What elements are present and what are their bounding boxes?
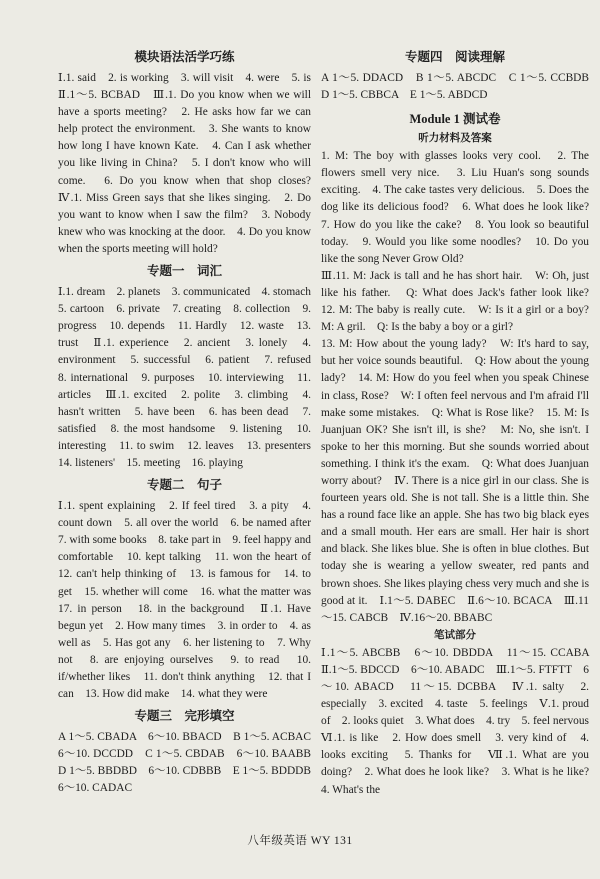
right-column — [321, 48, 600, 799]
listening-subtitle: 听力材料及答案 — [418, 132, 492, 145]
written-answers: Ⅰ.1～5. ABCBB 6～10. DBDDA 11～15. CCABA Ⅱ.1～5. BDCCD 6～10. ABADC Ⅲ.1～5. FTFTT 6～10. ABACD 11～15. DCBBA Ⅳ.1. salty 2. especially 3. excited 4. taste 5. feelings Ⅴ.1. proud of 2. looks quiet 3. What does 4. try 5. feel nervous Ⅵ.1. is like 2. How does smell 3. very kind of 4. looks exciting 5. Thanks for Ⅶ.1. What are you doing? 2. What does he look like? 3. What is he like? 4. What's the — [321, 646, 600, 796]
page-footer: 八年级英语 WY 131 — [247, 835, 353, 847]
listening-part-3: 13. M: How about the young lady? W: It's hard to say, but her voice sounds beautiful. Q: How about the young lady? 14. M: How do you feel when you speak Chinese in class, Rose? W: I often feel nervous and I'm afraid I'll make some mistakes. Q: What is Rose like? 15. M: Is Juanjuan OK? She isn't ill, is she? M: No, she isn't. I spoke to her this morning. But she sounds worried about something. I think it's the exam. Q: What does Juanjuan worry about? Ⅳ. There is a nice girl in our class. She is fourteen years old. She is not tall. She is a little thin. She has a round face like an apple. She has two big black eyes and a small mouth. Her ears are small. Her hair is short and black. She likes blue. She is often in blue clothes. But today she is wearing a yellow sweater, red pants and brown shoes. She likes playing chess very much and she is good at it. Ⅰ.1～5. DABEC Ⅱ.6～10. BCACA Ⅲ.11～15. CABCB Ⅳ.16～20. BBABC — [321, 338, 589, 624]
section-title-vocabulary: 专题一 词汇 — [146, 263, 222, 279]
left-column — [58, 48, 323, 798]
section-title-reading: 专题四 阅读理解 — [404, 49, 505, 64]
section-title-cloze: 专题三 完形填空 — [134, 708, 235, 724]
section-title-grammar: 模块语法活学巧练 — [134, 49, 235, 64]
written-subtitle: 笔试部分 — [434, 628, 476, 641]
grammar-answers: Ⅰ.1. said 2. is working 3. will visit 4. were 5. is Ⅱ.1～5. BCBAD Ⅲ.1. Do you know when we will have a sports meeting? 2. He asks how far we can help protect the environment. 3. She wants to know how long I have known Kate. 4. Can I ask whether you like living in China? 5. I don't know who will come. 6. Do you know when that shop closes? Ⅳ.1. Miss Green says that she likes singing. 2. Do you want to know when I saw the film? 3. Nobody knew who was knocking at the door. 4. Do you know when the sports meeting will hold? — [58, 72, 323, 255]
section-title-sentences: 专题二 句子 — [146, 477, 222, 493]
module-test-title: Module 1 测试卷 — [409, 112, 501, 127]
vocabulary-answers: Ⅰ.1. dream 2. planets 3. communicated 4. stomach 5. cartoon 6. private 7. creating 8. collection 9. progress 10. depends 11. Hardly 12. waste 13. trust Ⅱ.1. experience 2. ancient 3. lonely 4. environment 5. successful 6. patient 7. refused 8. international 9. purposes 10. interviewing 11. articles Ⅲ.1. excited 2. polite 3. climbing 4. hasn't written 5. have been 6. has been dead 7. satisfied 8. the most handsome 9. listening 10. interesting 11. to swim 12. leaves 13. presenters 14. listeners' 15. meeting 16. playing — [58, 286, 323, 469]
reading-answers: A 1～5. DDACD B 1～5. ABCDC C 1～5. CCBDB D 1～5. CBBCA E 1～5. ABDCD — [321, 72, 600, 102]
listening-part-2: Ⅲ.11. M: Jack is tall and he has short hair. W: Oh, just like his father. Q: What does Jack's father look like? 12. M: The baby is really cute. W: Is it a girl or a boy? M: A gril. Q: Is the baby a boy or a girl? — [321, 269, 600, 334]
listening-part-1: 1. M: The boy with glasses looks very cool. 2. The flowers smell very nice. 3. Liu Huan's song sounds exciting. 4. The cake tastes very delicious. 5. Does the dog like its delicious food? 6. What does he look like? 7. How do you like the cake? 8. You look so beautiful today. 9. Would you like some noodles? 10. Do you like the song Never Grow Old? — [321, 150, 600, 265]
sentence-answers: Ⅰ.1. spent explaining 2. If feel tired 3. a pity 4. count down 5. all over the world 6. be named after 7. with some books 8. take part in 9. feel happy and comfortable 10. kept talking 11. won the heart of 12. can't help thinking of 13. is famous for 14. to get 15. whether will come 16. what the matter was 17. in person 18. in the background Ⅱ.1. Have begun yet 2. How many times 3. in order to 4. as well as 5. Has got any 6. her listening to 7. Why not 8. are enjoying ourselves 9. to read 10. if/whether likes 11. don't think anything 12. that I can 13. How did make 14. what they were — [58, 500, 323, 701]
cloze-answers: A 1～5. CBADA 6～10. BBACD B 1～5. ACBAC 6～10. DCCDD C 1～5. CBDAB 6～10. BAABB D 1～5. BBDBD 6～10. CDBBB E 1～5. BDDDB 6～10. CADAC — [58, 731, 323, 795]
